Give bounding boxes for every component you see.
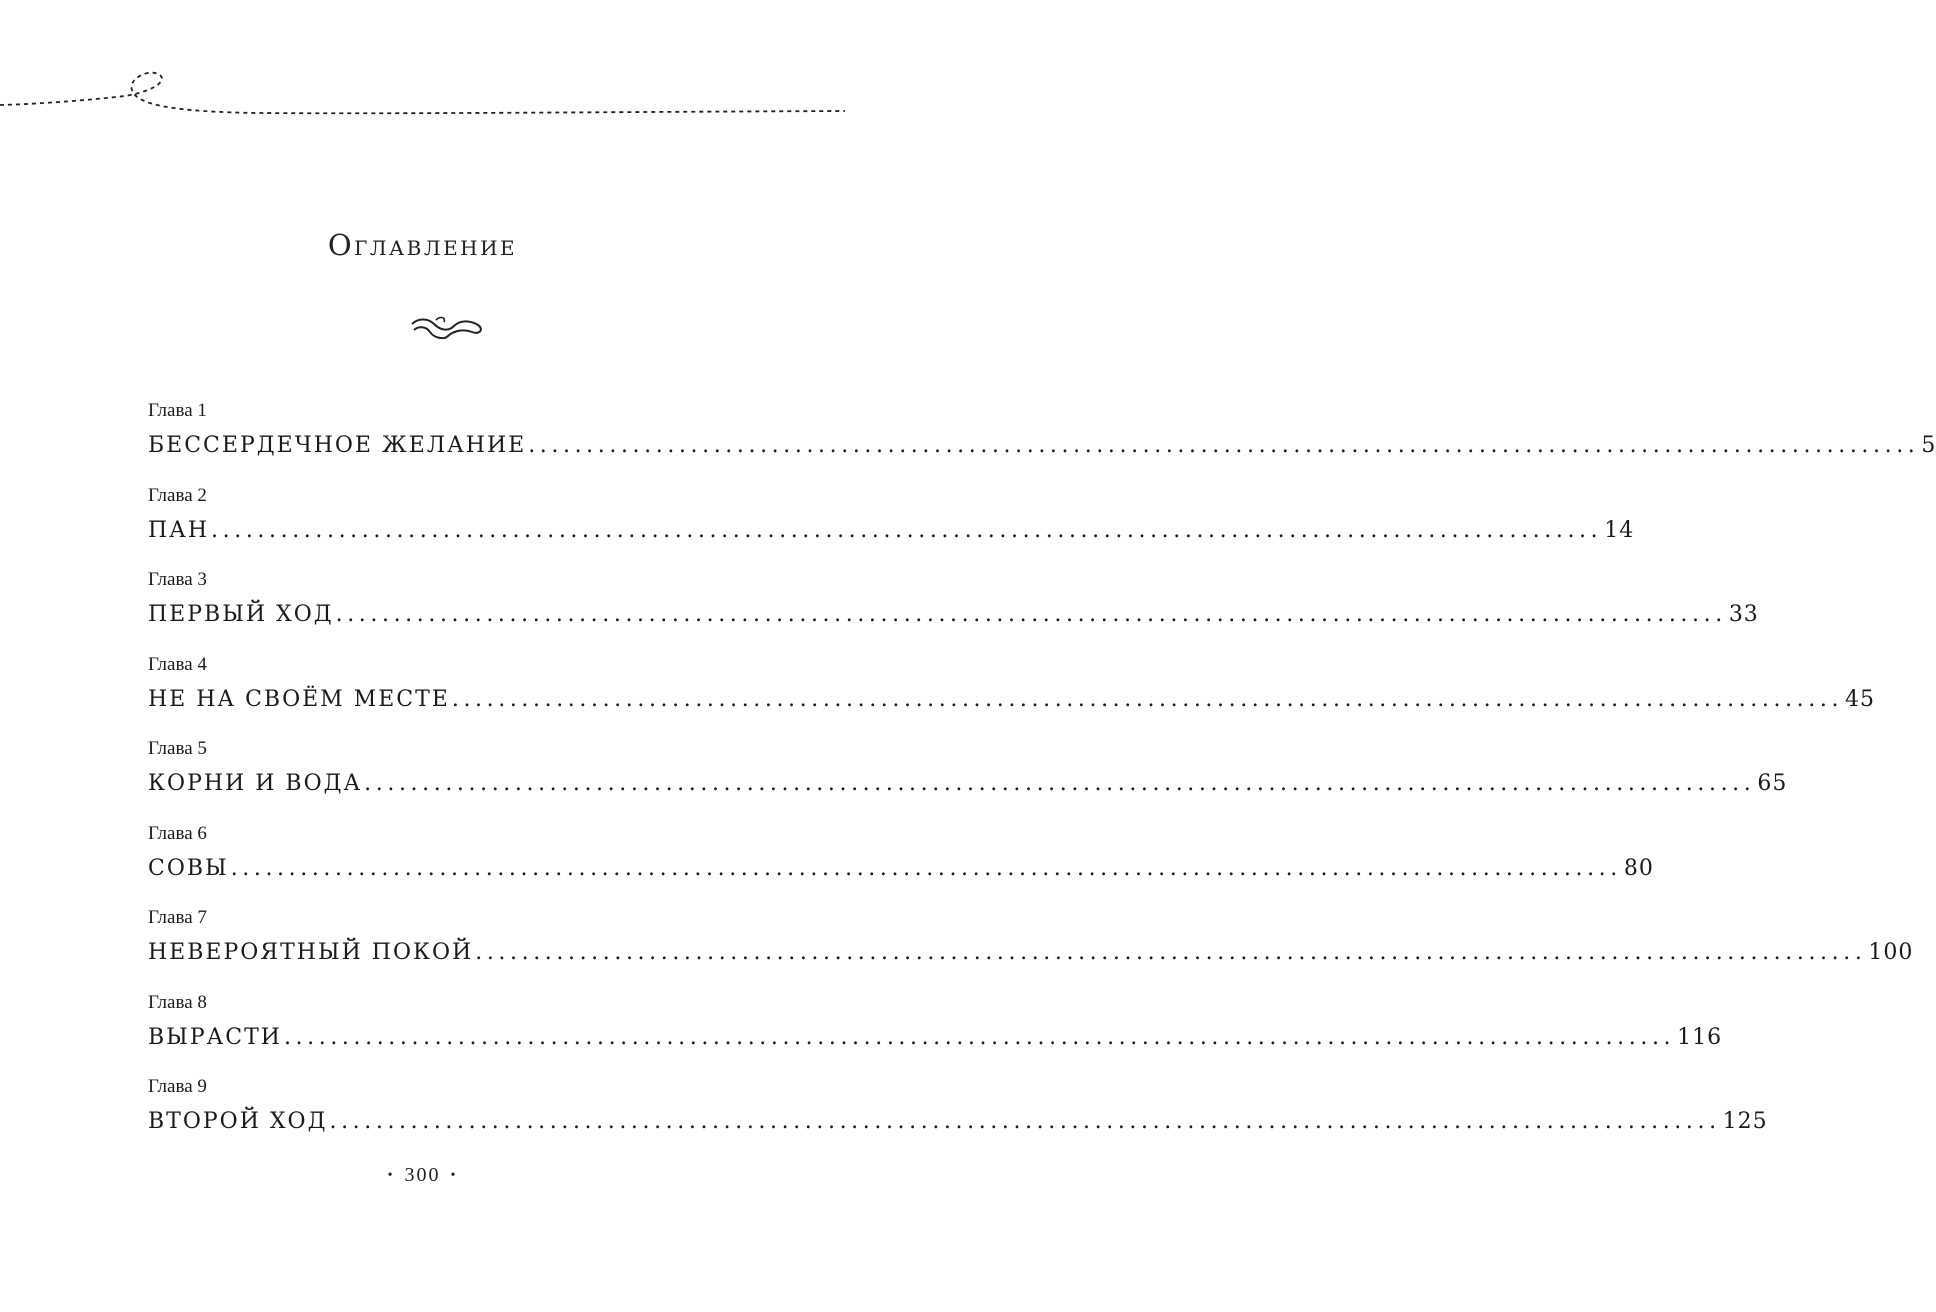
chapter-title: НЕ НА СВОЁМ МЕСТЕ — [148, 686, 450, 712]
chapter-line — [148, 595, 1759, 635]
chapter-title: НЕВЕРОЯТНЫЙ ПОКОЙ — [148, 940, 474, 965]
chapter-number: Глава 2 — [148, 484, 207, 506]
chapter-line — [148, 1102, 1768, 1142]
chapter-line — [148, 426, 1936, 466]
chapter-line — [148, 511, 1635, 551]
chapter-title: ПЕРВЫЙ ХОД — [148, 602, 334, 627]
chapter-title: ВТОРОЙ ХОД — [148, 1109, 328, 1134]
toc-entry — [148, 650, 1876, 735]
table-of-contents — [148, 396, 1936, 1157]
toc-entry — [148, 1072, 1768, 1157]
chapter-number: Глава 5 — [148, 738, 207, 759]
dot-leader: ........................................................................................................................ — [364, 771, 1756, 796]
page-number: 33 — [1728, 602, 1759, 627]
chapter-title: ВЫРАСТИ — [148, 1024, 282, 1050]
chapter-line — [148, 849, 1654, 889]
chapter-title: КОРНИ И ВОДА — [148, 771, 363, 796]
page-title: Оглавление — [327, 228, 518, 262]
chapter-title: БЕССЕРДЕЧНОЕ ЖЕЛАНИЕ — [148, 433, 527, 458]
dot-leader: ........................................................................................................................ — [528, 433, 1920, 458]
page-folio — [0, 1164, 845, 1187]
chapter-line — [148, 933, 1914, 973]
page-number: 45 — [1845, 686, 1876, 712]
dashed-swirl-ornament — [0, 60, 845, 130]
folio-page-number: 300 — [404, 1164, 441, 1186]
chapter-title: ПАН — [148, 517, 210, 543]
page-number: 100 — [1868, 940, 1914, 965]
dot-leader: ........................................................................................................................ — [451, 686, 1844, 712]
page-number: 116 — [1677, 1024, 1723, 1050]
chapter-number: Глава 3 — [148, 569, 207, 590]
chapter-line — [148, 1018, 1723, 1058]
dot-leader: ........................................................................................................................ — [211, 517, 1603, 543]
chapter-line — [148, 764, 1788, 804]
toc-entry — [148, 565, 1759, 650]
dot-leader: ........................................................................................................................ — [335, 602, 1727, 627]
dot-leader: ........................................................................................................................ — [329, 1109, 1721, 1134]
toc-entry — [148, 396, 1936, 481]
folio-bullet-left: • — [387, 1168, 395, 1183]
chapter-title: СОВЫ — [148, 855, 229, 881]
chapter-line — [148, 680, 1876, 720]
dot-leader: ........................................................................................................................ — [475, 940, 1867, 965]
dot-leader: ........................................................................................................................ — [283, 1024, 1676, 1050]
page-number: 5 — [1921, 433, 1936, 458]
dot-leader: ........................................................................................................................ — [230, 855, 1622, 881]
page-number: 80 — [1623, 855, 1654, 881]
chapter-number: Глава 9 — [148, 1076, 207, 1097]
chapter-number: Глава 4 — [148, 653, 207, 675]
chapter-number: Глава 6 — [148, 822, 207, 844]
page-number: 14 — [1604, 517, 1635, 543]
toc-entry — [148, 988, 1723, 1073]
chapter-number: Глава 1 — [148, 400, 207, 421]
page-number: 125 — [1722, 1109, 1768, 1134]
toc-entry — [148, 481, 1635, 566]
folio-bullet-right: • — [450, 1168, 458, 1183]
toc-entry — [148, 734, 1788, 819]
chapter-number: Глава 7 — [148, 907, 207, 928]
chapter-number: Глава 8 — [148, 991, 207, 1013]
flourish-ornament — [408, 312, 488, 342]
page-number: 65 — [1757, 771, 1788, 796]
toc-entry — [148, 903, 1914, 988]
toc-entry — [148, 819, 1654, 904]
